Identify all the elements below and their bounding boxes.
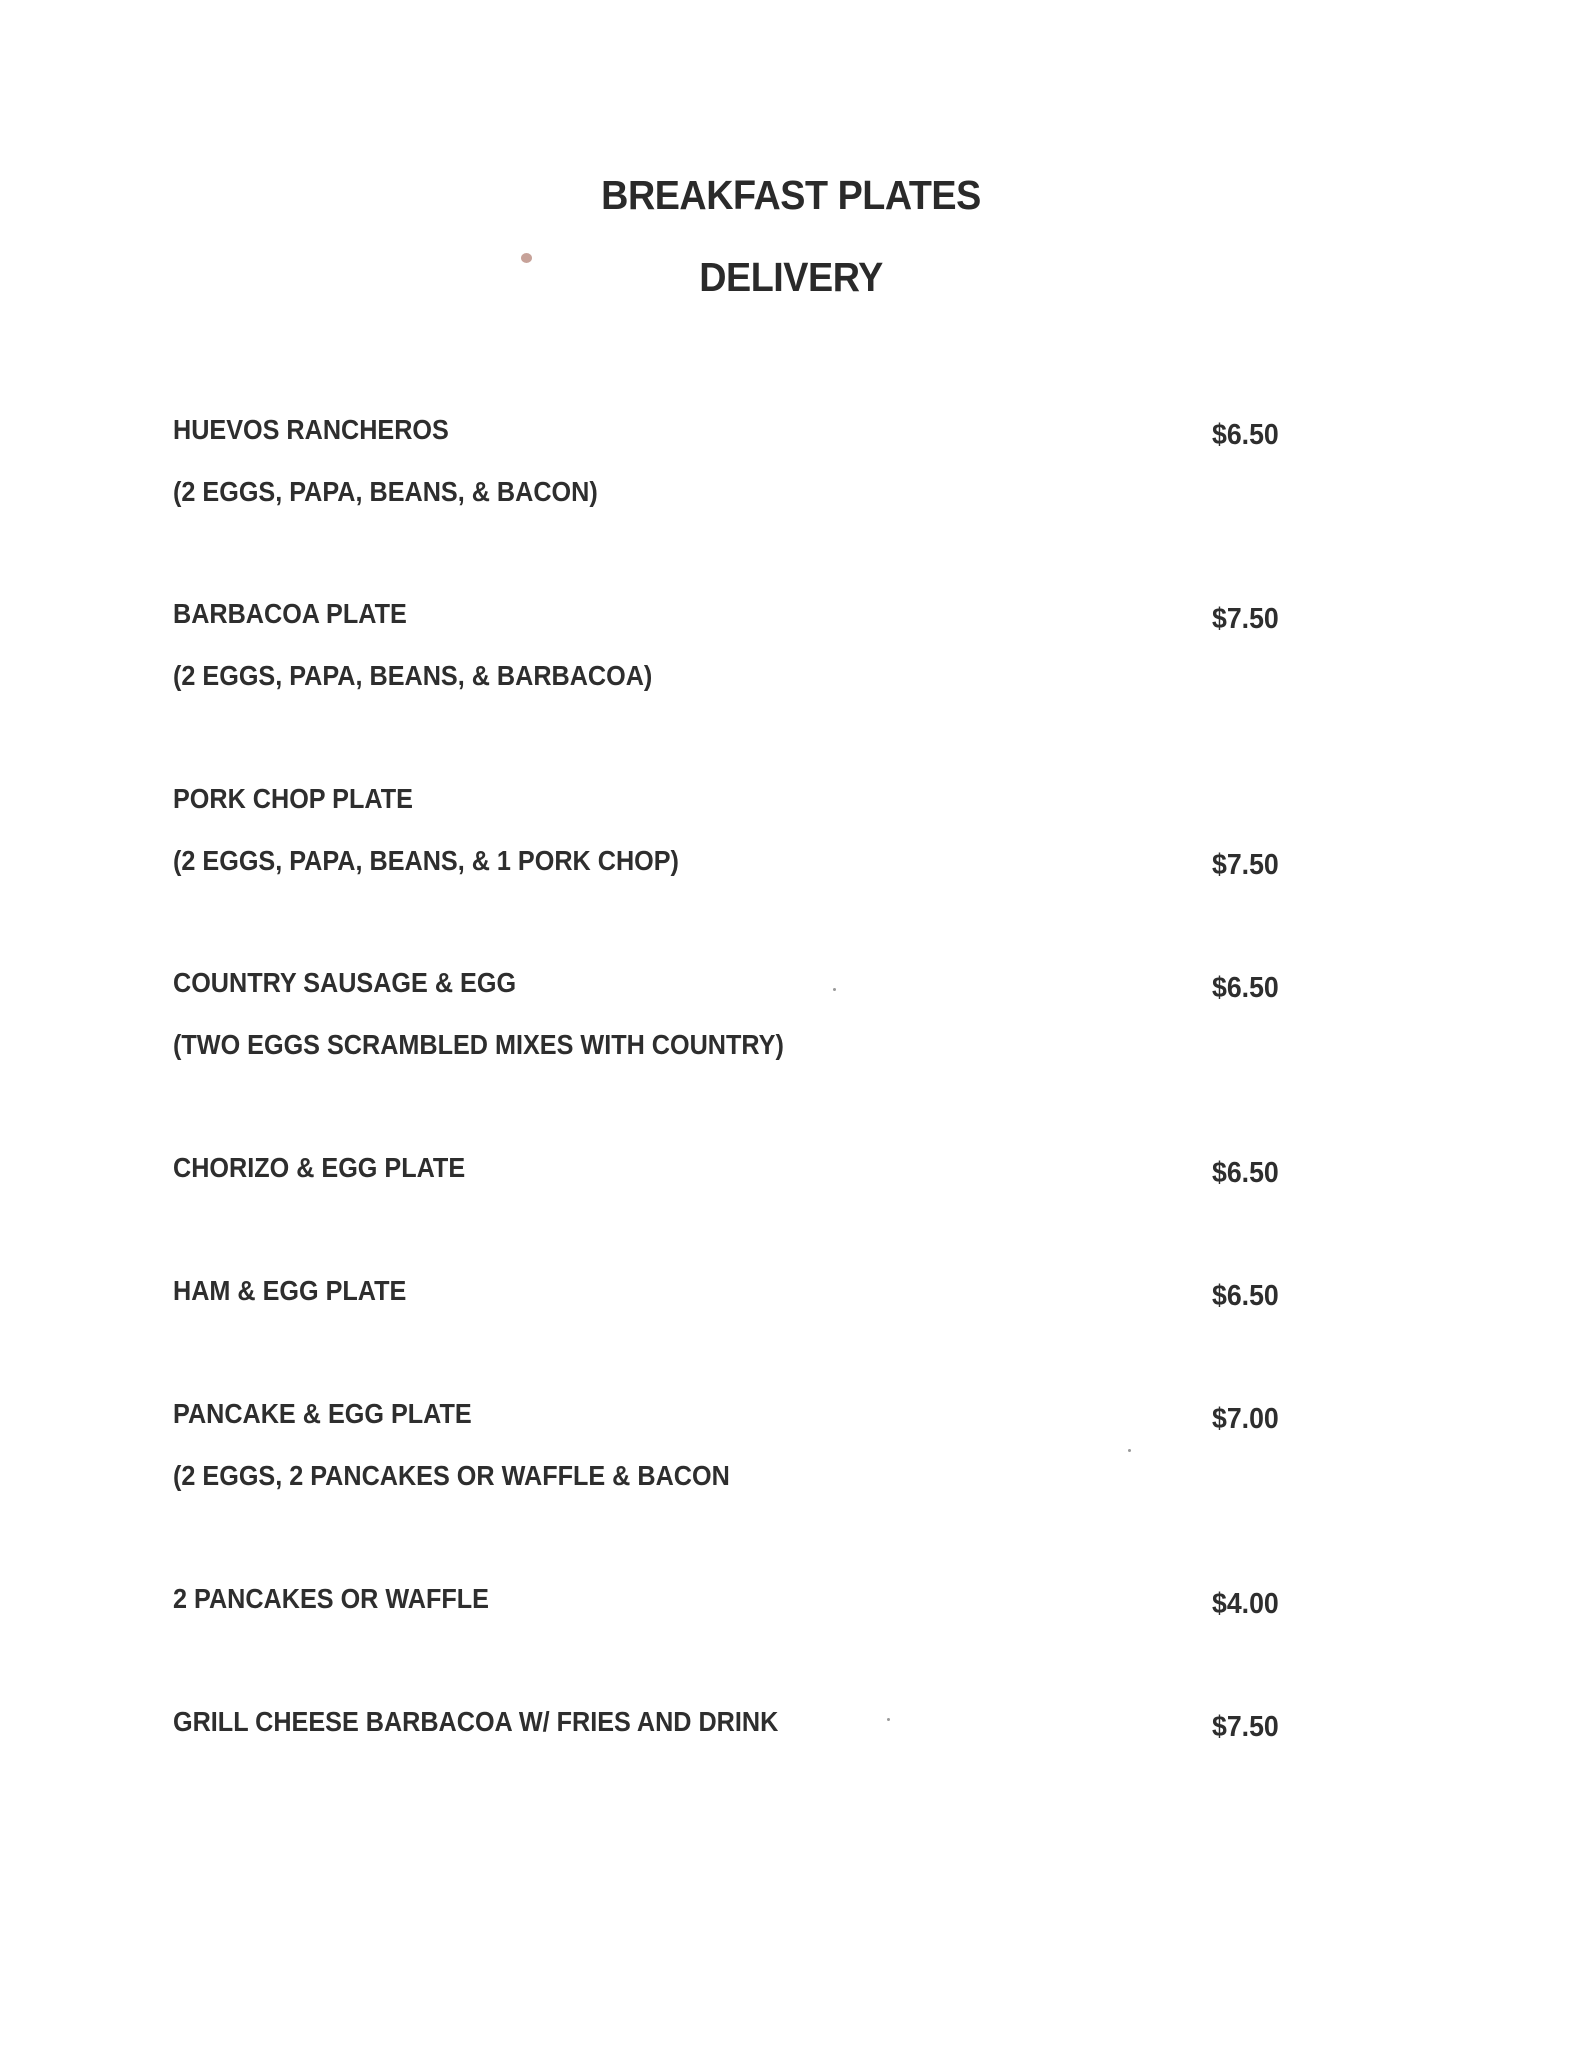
paper-dot [887, 1718, 890, 1721]
menu-item-price: $6.50 [1212, 419, 1279, 451]
menu-item-name: HAM & EGG PLATE [173, 1275, 407, 1306]
paper-dot [833, 988, 836, 991]
menu-item-description: (2 EGGS, PAPA, BEANS, & BACON) [173, 476, 598, 507]
menu-item-name: 2 PANCAKES OR WAFFLE [173, 1583, 489, 1614]
paper-speck [521, 253, 532, 263]
menu-item-name: BARBACOA PLATE [173, 598, 407, 629]
menu-item-name: GRILL CHEESE BARBACOA W/ FRIES AND DRINK [173, 1706, 779, 1737]
menu-item-name: HUEVOS RANCHEROS [173, 414, 449, 445]
menu-item-price: $6.50 [1212, 972, 1279, 1004]
menu-item-description: (2 EGGS, 2 PANCAKES OR WAFFLE & BACON [173, 1460, 730, 1491]
menu-item-name: CHORIZO & EGG PLATE [173, 1152, 466, 1183]
menu-item-price: $7.00 [1212, 1403, 1279, 1435]
menu-item-price: $6.50 [1212, 1157, 1279, 1189]
menu-title: BREAKFAST PLATES [601, 172, 981, 218]
menu-item-description: (TWO EGGS SCRAMBLED MIXES WITH COUNTRY) [173, 1029, 784, 1060]
menu-item-price: $7.50 [1212, 1711, 1279, 1743]
menu-item-price: $6.50 [1212, 1280, 1279, 1312]
menu-item-description: (2 EGGS, PAPA, BEANS, & BARBACOA) [173, 660, 653, 691]
menu-item-name: PANCAKE & EGG PLATE [173, 1398, 472, 1429]
menu-item-name: COUNTRY SAUSAGE & EGG [173, 967, 517, 998]
menu-item-name: PORK CHOP PLATE [173, 783, 413, 814]
menu-subtitle: DELIVERY [699, 254, 883, 300]
menu-item-price: $7.50 [1212, 849, 1279, 881]
paper-dot [1128, 1449, 1131, 1452]
menu-item-description: (2 EGGS, PAPA, BEANS, & 1 PORK CHOP) [173, 845, 679, 876]
menu-item-price: $7.50 [1212, 603, 1279, 635]
menu-item-price: $4.00 [1212, 1588, 1279, 1620]
